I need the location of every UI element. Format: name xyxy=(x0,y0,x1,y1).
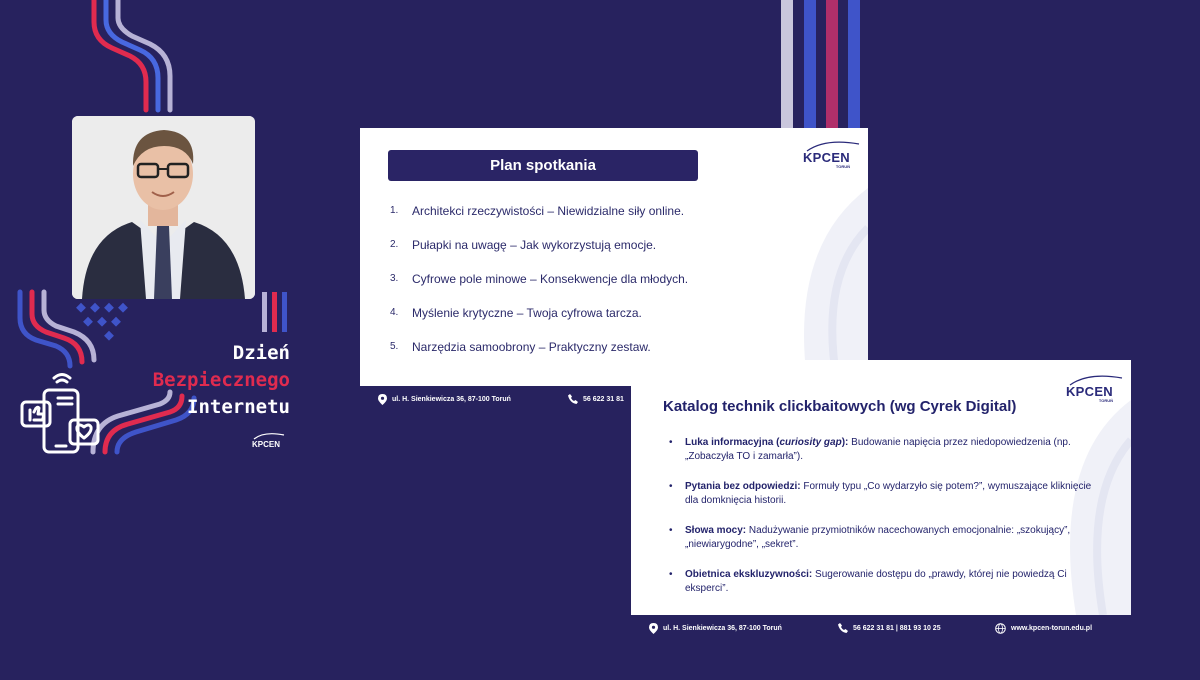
event-logo-text: KPCEN xyxy=(252,440,281,449)
logo-swoosh-icon xyxy=(1068,374,1124,386)
item-text: Cyfrowe pole minowe – Konsekwencje dla młodych. xyxy=(412,272,689,286)
item-text: Pułapki na uwagę – Jak wykorzystują emocje. xyxy=(412,238,657,252)
list-item xyxy=(669,436,1099,480)
slide-plan xyxy=(360,128,868,386)
item-desc: Nadużywanie przymiotników nacechowanych emocjonalnie: „szokujący”, „niewiarygodne”, „sekret”. xyxy=(685,525,1071,550)
item-text: Narzędzia samoobrony – Praktyczny zestaw. xyxy=(412,340,651,354)
footer-address-text: ul. H. Sienkiewicza 36, 87-100 Toruń xyxy=(663,625,782,632)
logo-text: KPCEN xyxy=(1065,384,1113,399)
phone-icon xyxy=(568,394,578,404)
item-text: Myślenie krytyczne – Twoja cyfrowa tarcza. xyxy=(412,306,642,320)
slide1-footer-address xyxy=(378,394,511,405)
logo-subtext: TORUŃ xyxy=(835,164,850,169)
item-number: 1. xyxy=(390,205,399,216)
slide2-footer-address xyxy=(649,623,782,634)
item-number: 5. xyxy=(390,341,399,352)
logo-text: KPCEN xyxy=(802,150,850,165)
item-number: 4. xyxy=(390,307,399,318)
speaker-photo xyxy=(72,116,255,299)
item-number: 3. xyxy=(390,273,399,284)
footer-web-text[interactable]: www.kpcen-torun.edu.pl xyxy=(1011,625,1093,632)
katalog-heading: Katalog technik clickbaitowych (wg Cyrek Digital) xyxy=(663,398,1017,415)
slide1-footer-phone xyxy=(568,394,624,404)
list-item xyxy=(669,480,1099,524)
slide2-footer-web[interactable] xyxy=(995,623,1092,634)
logo-swoosh-icon xyxy=(252,432,286,440)
item-term: Słowa mocy: xyxy=(685,525,747,536)
item-text: Architekci rzeczywistości – Niewidzialne siły online. xyxy=(412,204,685,218)
list-item xyxy=(669,524,1099,568)
footer-phone-text: 56 622 31 81 | 881 93 10 25 xyxy=(853,624,941,632)
logo-swoosh-icon xyxy=(805,140,861,152)
list-item xyxy=(390,204,790,238)
plan-heading: Plan spotkania xyxy=(388,150,698,181)
slide2-footer-phone xyxy=(838,623,941,633)
item-desc: Formuły typu „Co wydarzyło się potem?”, wymuszające kliknięcie dla domknięcia historii. xyxy=(685,481,1092,506)
footer-phone-text: 56 622 31 81 xyxy=(583,395,624,403)
event-title-line2: Bezpiecznego xyxy=(152,369,290,391)
event-logo xyxy=(252,432,286,449)
list-item xyxy=(390,238,790,272)
kpcen-logo xyxy=(803,150,850,169)
item-number: 2. xyxy=(390,239,399,250)
slide-katalog xyxy=(631,360,1131,615)
item-term: Luka informacyjna ( xyxy=(685,437,780,448)
event-title-line3: Internetu xyxy=(187,396,290,418)
katalog-list xyxy=(669,436,1099,612)
event-title xyxy=(150,340,290,421)
item-desc: Budowanie napięcia przez niedopowiedzenia (np. „Zobaczyła TO i zamarła”). xyxy=(685,437,1071,462)
item-term: Obietnica ekskluzywności: xyxy=(685,569,813,580)
item-term: Pytania bez odpowiedzi: xyxy=(685,481,801,492)
item-term-end: ): xyxy=(841,437,849,448)
event-title-line1: Dzień xyxy=(232,342,290,364)
social-phone-icon xyxy=(20,372,100,458)
footer-address-text: ul. H. Sienkiewicza 36, 87-100 Toruń xyxy=(392,396,511,403)
location-pin-icon xyxy=(378,394,387,405)
phone-icon xyxy=(838,623,848,633)
logo-subtext: TORUŃ xyxy=(1098,398,1113,403)
globe-icon xyxy=(995,623,1006,634)
location-pin-icon xyxy=(649,623,658,634)
item-term-italic: curiosity gap xyxy=(779,437,842,448)
list-item xyxy=(669,568,1099,612)
list-item xyxy=(390,306,790,340)
item-desc: Sugerowanie dostępu do „prawdy, której nie powiedzą Ci eksperci”. xyxy=(685,569,1067,594)
kpcen-logo xyxy=(1066,384,1113,403)
plan-list xyxy=(390,204,790,374)
list-item xyxy=(390,272,790,306)
